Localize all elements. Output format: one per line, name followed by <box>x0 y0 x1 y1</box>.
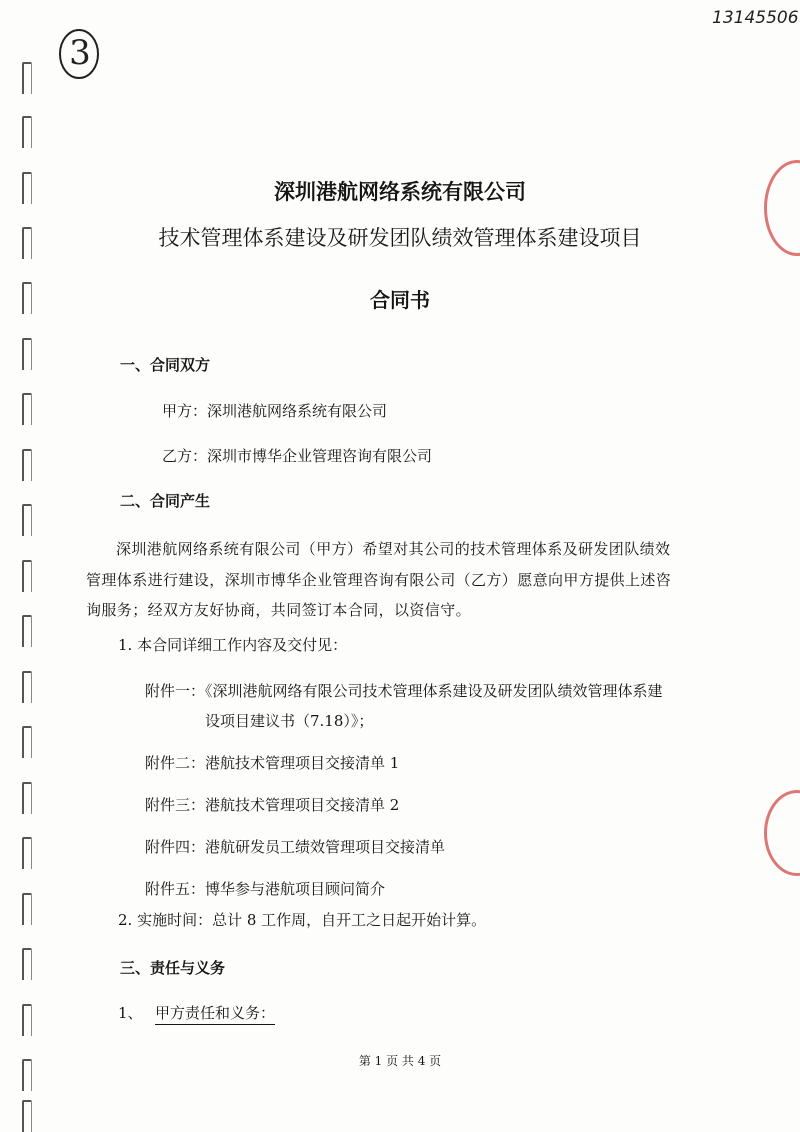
paragraph-line: 深圳港航网络系统有限公司（甲方）希望对其公司的技术管理体系及研发团队绩效 <box>116 540 671 558</box>
binder-hole <box>22 116 32 148</box>
section-heading-responsibilities: 三、责任与义务 <box>120 959 226 977</box>
company-title: 深圳港航网络系统有限公司 <box>274 180 526 204</box>
binder-hole <box>22 1004 32 1036</box>
binder-hole <box>22 449 32 481</box>
list-item-schedule: 2. 实施时间：总计 8 工作周，自开工之日起开始计算。 <box>118 911 487 929</box>
sub-heading-party-a-duties: 甲方责任和义务： <box>155 1002 275 1025</box>
sub-number: 1、 <box>118 1004 143 1022</box>
attachment-item: 附件三：港航技术管理项目交接清单 2 <box>145 796 400 814</box>
binder-hole <box>22 393 32 425</box>
paragraph-line: 管理体系进行建设，深圳市博华企业管理咨询有限公司（乙方）愿意向甲方提供上述咨 <box>86 571 672 589</box>
binder-hole <box>22 504 32 536</box>
binder-hole <box>22 560 32 592</box>
list-item-deliverables: 1. 本合同详细工作内容及交付见： <box>118 636 348 654</box>
party-b: 乙方：深圳市博华企业管理咨询有限公司 <box>162 447 433 465</box>
binder-hole <box>22 782 32 814</box>
section-heading-parties: 一、合同双方 <box>120 356 211 374</box>
attachment-item: 附件五：博华参与港航项目顾问简介 <box>145 880 386 898</box>
binder-hole <box>22 893 32 925</box>
project-title: 技术管理体系建设及研发团队绩效管理体系建设项目 <box>158 226 642 250</box>
page-mark-text: 3 <box>69 33 91 73</box>
binder-hole <box>22 948 32 980</box>
binder-hole <box>22 615 32 647</box>
binder-hole <box>22 338 32 370</box>
red-seal-stamp <box>764 790 800 876</box>
hand-circle-icon <box>56 24 102 82</box>
attachment-item: 附件一：《深圳港航网络有限公司技术管理体系建设及研发团队绩效管理体系建 <box>145 682 663 700</box>
attachment-item: 附件四：港航研发员工绩效管理项目交接清单 <box>145 838 446 856</box>
handwritten-doc-code: 13145506 <box>712 8 799 28</box>
binder-hole <box>22 1100 32 1132</box>
binder-hole <box>22 671 32 703</box>
document-title: 合同书 <box>370 288 430 312</box>
page-footer: 第 1 页 共 4 页 <box>358 1054 442 1068</box>
attachment-item: 附件二：港航技术管理项目交接清单 1 <box>145 754 400 772</box>
handwritten-page-mark <box>60 28 100 78</box>
binder-hole <box>22 726 32 758</box>
binder-hole <box>22 62 32 94</box>
party-a: 甲方：深圳港航网络系统有限公司 <box>162 402 388 420</box>
section-heading-origin: 二、合同产生 <box>120 492 211 510</box>
binder-hole <box>22 837 32 869</box>
paragraph-line: 询服务；经双方友好协商，共同签订本合同，以资信守。 <box>86 601 472 619</box>
attachment-item-continued: 设项目建议书（7.18）》； <box>205 712 374 730</box>
